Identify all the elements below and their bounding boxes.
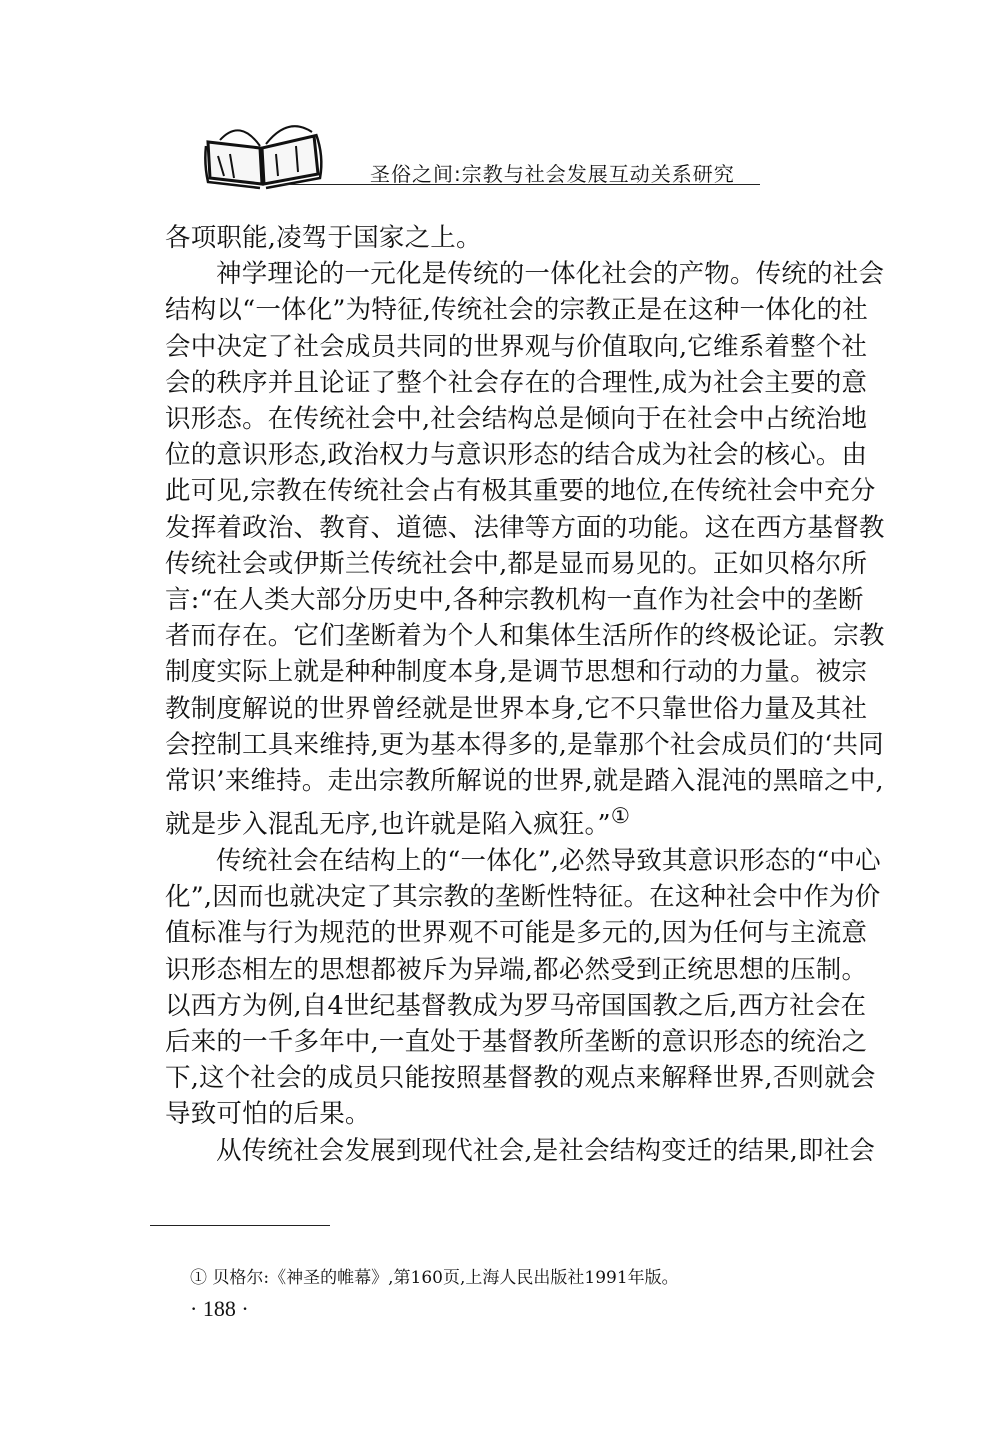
footnote-text: 贝格尔:《神圣的帷幕》,第160页,上海人民出版社1991年版。 xyxy=(212,1268,679,1288)
header-rule xyxy=(280,184,760,185)
paragraph: 从传统社会发展到现代社会,是社会结构变迁的结果,即社会 xyxy=(216,1135,876,1166)
running-head: 圣俗之间:宗教与社会发展互动关系研究 xyxy=(370,162,735,186)
page-header xyxy=(200,112,760,192)
page-number: · 188 · xyxy=(190,1296,249,1321)
paragraph-text: 神学理论的一元化是传统的一体化社会的产物。传统的社会结构以“一体化”为特征,传统社会的宗教正是在这种一体化的社会中决定了社会成员共同的世界观与价值取向,它维系着整个社会的秩序并且论证了整个社会存在的合理性,成为社会主要的意识形态。在传统社会中,社会结构总是倾向于在社会中占统治地位的意识形态,政治权力与意识形态的结合成为社会的核心。由此可见,宗教在传统社会占有极其重要的地位,在传统社会中充分发挥着政治、教育、道德、法律等方面的功能。这在西方基督教传统社会或伊斯兰传统社会中,都是显而易见的。正如贝格尔所言:“在人类大部分历史中,各种宗教机构一直作为社会中的垄断者而存在。它们垄断着为个人和集体生活所作的终极论证。宗教制度实际上就是种种制度本身,是调节思想和行动的力量。被宗教制度解说的世界曾经就是世界本身,它不只靠世俗力量及其社会控制工具来维持,更为基本得多的,是靠那个社会成员们的‘共同常识’来维持。走出宗教所解说的世界,就是踏入混沌的黑暗之中,就是步入混乱无序,也许就是陷入疯狂。” xyxy=(165,259,885,840)
footnote-reference: ① xyxy=(610,804,630,830)
paragraph: 各项职能,凌驾于国家之上。 xyxy=(165,223,482,253)
footnote-rule xyxy=(150,1225,330,1226)
footnote xyxy=(190,1263,679,1288)
body-text xyxy=(165,220,885,1169)
paragraph: 传统社会在结构上的“一体化”,必然导致其意识形态的“中心化”,因而也就决定了其宗教的垄断性特征。在这种社会中作为价值标准与行为规范的世界观不可能是多元的,因为任何与主流意识形态相左的思想都被斥为异端,都必然受到正统思想的压制。以西方为例,自4世纪基督教成为罗马帝国国教之后,西方社会在后来的一千多年中,一直处于基督教所垄断的意识形态的统治之下,这个社会的成员只能按照基督教的观点来解释世界,否则就会导致可怕的后果。 xyxy=(165,845,881,1130)
open-book-icon xyxy=(200,112,330,192)
footnote-marker: ① xyxy=(190,1268,207,1288)
paragraph xyxy=(165,256,885,843)
